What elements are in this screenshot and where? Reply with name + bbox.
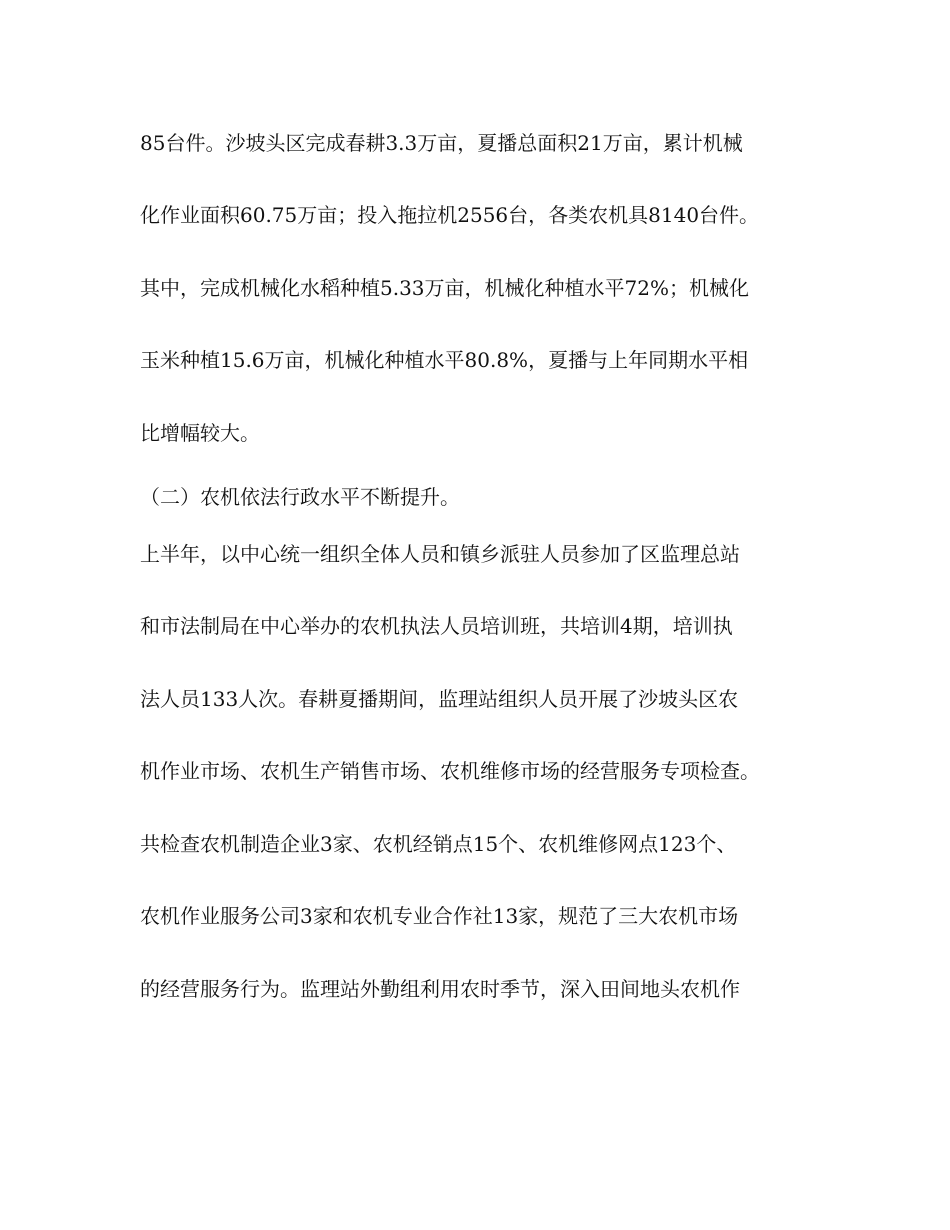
text-line: 上半年，以中心统一组织全体人员和镇乡派驻人员参加了区监理总站 [140, 542, 740, 566]
text-line: 共检查农机制造企业3家、农机经销点15个、农机维修网点123个、 [140, 832, 737, 856]
text-line: 机作业市场、农机生产销售市场、农机维修市场的经营服务专项检查。 [140, 759, 760, 783]
text-line: 化作业面积60.75万亩；投入拖拉机2556台，各类农机具8140台件。 [140, 203, 760, 227]
section-heading: （二）农机依法行政水平不断提升。 [140, 485, 460, 509]
text-line: 其中，完成机械化水稻种植5.33万亩，机械化种植水平72%；机械化 [140, 276, 749, 300]
text-line: 农机作业服务公司3家和农机专业合作社13家，规范了三大农机市场 [140, 904, 739, 928]
text-line: 玉米种植15.6万亩，机械化种植水平80.8%，夏播与上年同期水平相 [140, 348, 749, 372]
text-line: 的经营服务行为。监理站外勤组利用农时季节，深入田间地头农机作 [140, 977, 740, 1001]
text-line: 法人员133人次。春耕夏播期间，监理站组织人员开展了沙坡头区农 [140, 687, 739, 711]
text-line: 和市法制局在中心举办的农机执法人员培训班，共培训4期，培训执 [140, 614, 733, 638]
text-line: 比增幅较大。 [140, 421, 260, 445]
text-line: 85台件。沙坡头区完成春耕3.3万亩，夏播总面积21万亩，累计机械 [140, 131, 743, 155]
